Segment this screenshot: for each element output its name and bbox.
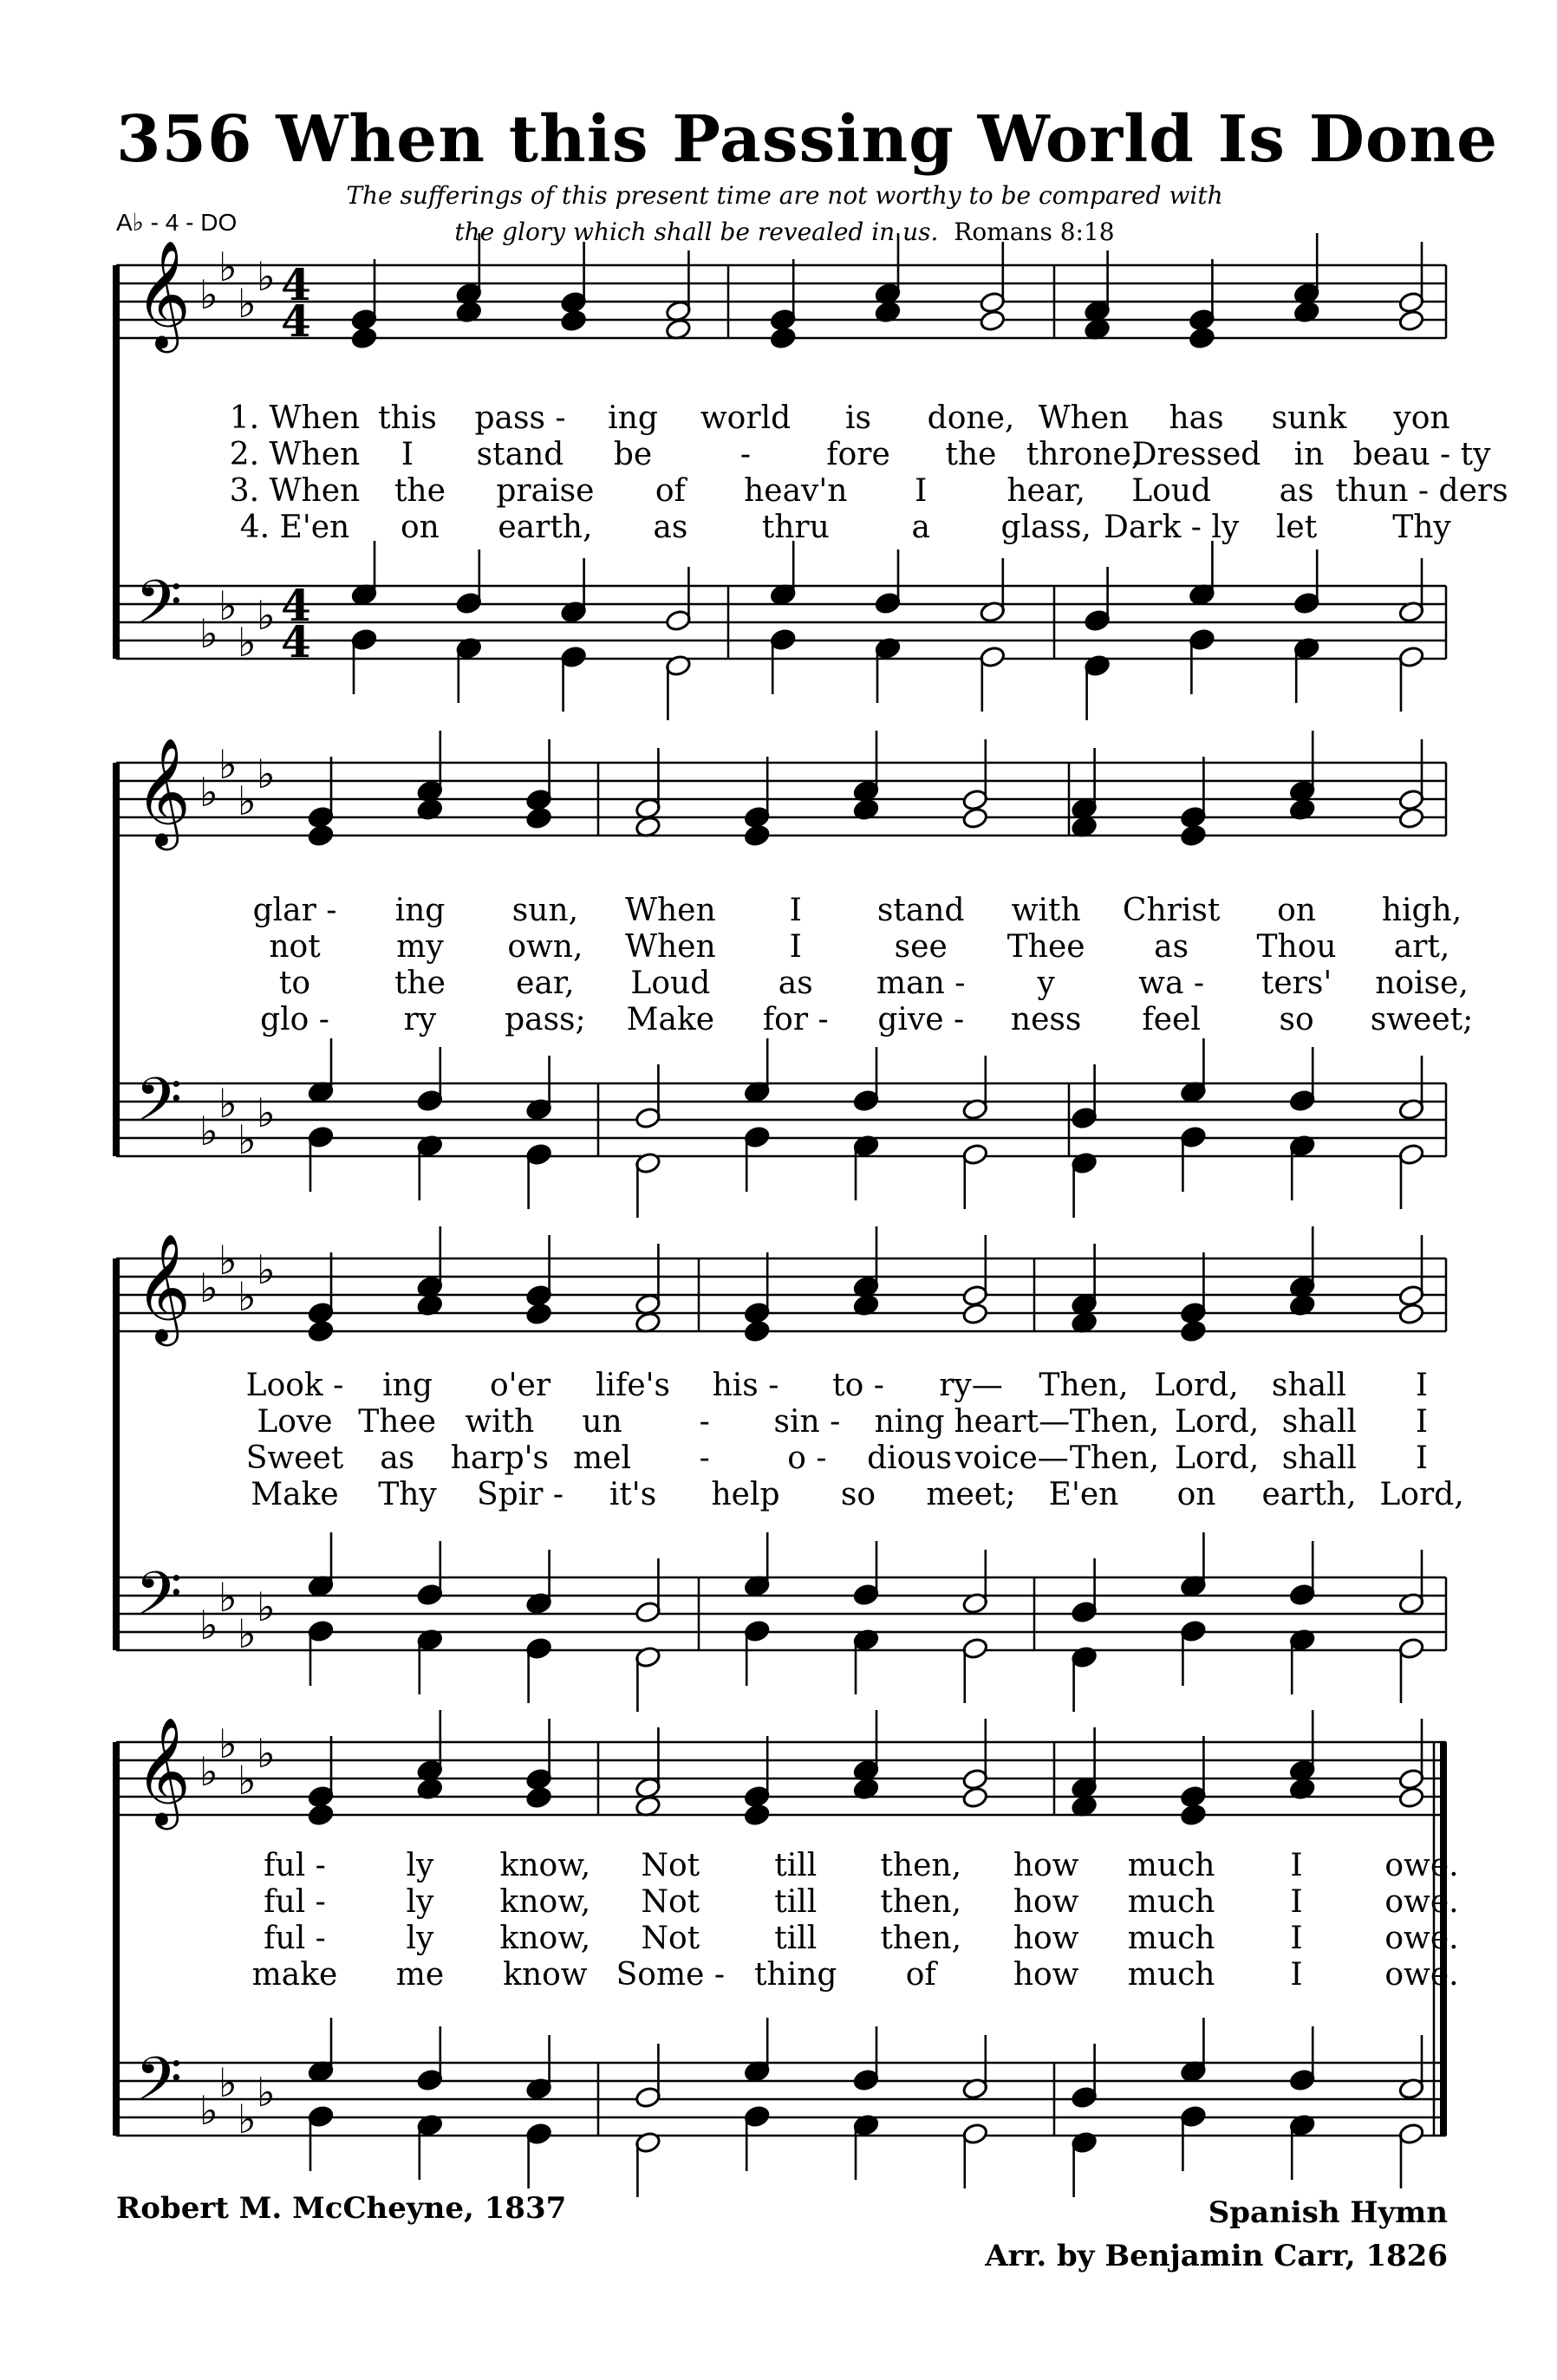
lyric-syllable: owe. bbox=[1384, 1884, 1459, 1920]
lyric-syllable: then, bbox=[880, 1921, 962, 1956]
lyric-syllable: harp's bbox=[450, 1440, 549, 1476]
lyric-syllable: Thou bbox=[1256, 929, 1337, 965]
lyric-syllable: Not bbox=[641, 1848, 700, 1883]
lyric-syllable: make bbox=[251, 1957, 338, 1993]
lyric-syllable: much bbox=[1127, 1884, 1215, 1920]
flat-sign-icon: ♭ bbox=[199, 1265, 218, 1311]
flat-sign-icon: ♭ bbox=[238, 619, 257, 666]
lyric-syllable: sin - bbox=[773, 1404, 841, 1440]
lyric-syllable: how bbox=[1013, 1957, 1079, 1993]
lyric-syllable: o - bbox=[787, 1440, 827, 1476]
lyric-syllable: glass, bbox=[1000, 510, 1091, 545]
lyric-syllable: heart— bbox=[954, 1404, 1071, 1440]
lyric-syllable: shall bbox=[1281, 1440, 1357, 1476]
lyric-syllable: Dark - ly bbox=[1103, 510, 1240, 545]
lyric-syllable: much bbox=[1127, 1921, 1215, 1956]
time-signature: 4 bbox=[281, 259, 311, 310]
lyric-syllable: high, bbox=[1381, 893, 1463, 928]
lyric-syllable: life's bbox=[595, 1368, 671, 1403]
lyric-syllable: much bbox=[1127, 1848, 1215, 1883]
lyric-syllable: the bbox=[945, 437, 997, 472]
lyric-syllable: see bbox=[894, 929, 948, 965]
lyric-line bbox=[0, 966, 1557, 1002]
lyric-syllable: to bbox=[278, 966, 311, 1001]
lyric-syllable: heav'n bbox=[744, 473, 848, 509]
lyric-syllable: I bbox=[1290, 1957, 1303, 1993]
lyric-syllable: 1. When bbox=[229, 400, 361, 436]
lyric-syllable: owe. bbox=[1384, 1848, 1459, 1883]
words-credit: Robert M. McCheyne, 1837 bbox=[116, 2191, 567, 2226]
time-signature: 4 bbox=[281, 616, 311, 667]
lyric-syllable: with bbox=[465, 1404, 535, 1440]
lyric-syllable: thru bbox=[761, 510, 830, 545]
lyric-syllable: earth, bbox=[498, 510, 593, 545]
bass-clef-icon: 𝄢 bbox=[135, 1558, 183, 1643]
lyric-syllable: When bbox=[1038, 400, 1130, 436]
lyric-syllable: how bbox=[1013, 1848, 1079, 1883]
lyric-syllable: ing bbox=[608, 400, 658, 436]
lyric-syllable: shall bbox=[1281, 1404, 1357, 1440]
lyric-line bbox=[0, 1477, 1557, 1513]
lyric-syllable: not bbox=[269, 929, 321, 965]
treble-clef-icon: 𝄞 bbox=[135, 1717, 191, 1825]
lyric-syllable: know bbox=[503, 1957, 588, 1993]
flat-sign-icon: ♭ bbox=[238, 1116, 257, 1163]
lyric-syllable: world bbox=[700, 400, 792, 436]
lyric-syllable: Dressed bbox=[1131, 437, 1261, 472]
lyric-line bbox=[0, 1921, 1557, 1957]
lyric-syllable: how bbox=[1013, 1921, 1079, 1956]
lyric-syllable: When bbox=[624, 929, 716, 965]
lyric-syllable: I bbox=[789, 929, 802, 965]
lyric-syllable: own, bbox=[507, 929, 583, 965]
lyric-syllable: know, bbox=[499, 1884, 591, 1920]
lyric-syllable: Thee bbox=[1007, 929, 1085, 965]
lyric-syllable: shall bbox=[1271, 1368, 1347, 1403]
lyric-syllable: E'en bbox=[1048, 1477, 1119, 1512]
lyric-syllable: till bbox=[774, 1848, 818, 1883]
lyric-syllable: fore bbox=[826, 437, 890, 472]
lyric-syllable: - bbox=[739, 437, 752, 472]
lyric-syllable: I bbox=[915, 473, 928, 509]
lyric-syllable: till bbox=[774, 1921, 818, 1956]
key-info: A♭ - 4 - DO bbox=[116, 209, 238, 236]
lyric-syllable: Not bbox=[641, 1921, 700, 1956]
flat-sign-icon: ♭ bbox=[199, 1108, 218, 1154]
lyric-line bbox=[0, 1368, 1557, 1404]
lyric-syllable: art, bbox=[1393, 929, 1450, 965]
scripture-reference: Romans 8:18 bbox=[954, 218, 1115, 246]
lyric-syllable: Then, bbox=[1039, 1368, 1129, 1403]
lyric-syllable: Lord, bbox=[1154, 1368, 1239, 1403]
lyric-syllable: Make bbox=[626, 1002, 715, 1037]
lyric-syllable: Lord, bbox=[1174, 1404, 1260, 1440]
flat-sign-icon: ♭ bbox=[199, 271, 218, 318]
lyric-syllable: ters' bbox=[1261, 966, 1332, 1001]
lyric-syllable: in bbox=[1293, 437, 1325, 472]
lyric-syllable: with bbox=[1011, 893, 1081, 928]
lyric-syllable: his - bbox=[712, 1368, 779, 1403]
flat-sign-icon: ♭ bbox=[218, 582, 238, 629]
flat-sign-icon: ♭ bbox=[257, 1583, 276, 1630]
lyric-syllable: Not bbox=[641, 1884, 700, 1920]
lyric-syllable: pass - bbox=[474, 400, 566, 436]
lyric-syllable: give - bbox=[877, 1002, 965, 1037]
lyric-syllable: on bbox=[401, 510, 440, 545]
lyric-syllable: man - bbox=[876, 966, 966, 1001]
lyric-syllable: 4. E'en bbox=[239, 510, 350, 545]
lyric-syllable: thun - ders bbox=[1335, 473, 1508, 509]
lyric-syllable: know, bbox=[499, 1921, 591, 1956]
lyric-syllable: the bbox=[394, 473, 446, 509]
hymn-title-text: When this Passing World Is Done bbox=[276, 102, 1499, 177]
flat-sign-icon: ♭ bbox=[218, 1237, 238, 1284]
lyric-syllable: as bbox=[653, 510, 688, 545]
lyric-syllable: Love bbox=[257, 1404, 333, 1440]
lyric-syllable: wa - bbox=[1138, 966, 1205, 1001]
lyric-syllable: thing bbox=[754, 1957, 837, 1993]
lyric-syllable: ing bbox=[394, 893, 446, 928]
lyric-syllable: Thy bbox=[378, 1477, 437, 1512]
lyric-syllable: I bbox=[1415, 1404, 1429, 1440]
lyric-syllable: ful - bbox=[264, 1921, 326, 1956]
lyric-syllable: so bbox=[840, 1477, 876, 1512]
lyric-syllable: be bbox=[613, 437, 653, 472]
flat-sign-icon: ♭ bbox=[238, 1273, 257, 1320]
lyric-syllable: ry— bbox=[939, 1368, 1003, 1403]
lyric-syllable: a bbox=[911, 510, 930, 545]
flat-sign-icon: ♭ bbox=[199, 2087, 218, 2134]
lyric-syllable: I bbox=[1415, 1368, 1429, 1403]
flat-sign-icon: ♭ bbox=[238, 2096, 257, 2143]
lyric-syllable: un bbox=[582, 1404, 622, 1440]
flat-sign-icon: ♭ bbox=[257, 1089, 276, 1136]
flat-sign-icon: ♭ bbox=[218, 244, 238, 290]
lyric-syllable: meet; bbox=[926, 1477, 1016, 1512]
lyric-line bbox=[0, 1848, 1557, 1884]
flat-sign-icon: ♭ bbox=[238, 1757, 257, 1804]
treble-clef-icon: 𝄞 bbox=[135, 240, 191, 348]
flat-sign-icon: ♭ bbox=[199, 610, 218, 657]
lyric-syllable: Thy bbox=[1392, 510, 1451, 545]
lyric-syllable: as bbox=[380, 1440, 415, 1476]
treble-clef-icon: 𝄞 bbox=[135, 738, 191, 846]
flat-sign-icon: ♭ bbox=[199, 1748, 218, 1795]
lyric-syllable: 2. When bbox=[229, 437, 361, 472]
lyric-syllable: ful - bbox=[264, 1884, 326, 1920]
epigraph-line-1: The sufferings of this present time are not worthy to be compared with bbox=[346, 181, 1223, 210]
bass-clef-icon: 𝄢 bbox=[135, 1064, 183, 1149]
time-signature: 4 bbox=[281, 580, 311, 631]
lyric-syllable: I bbox=[1415, 1440, 1429, 1476]
lyric-syllable: how bbox=[1013, 1884, 1079, 1920]
lyric-syllable: Thee bbox=[358, 1404, 437, 1440]
flat-sign-icon: ♭ bbox=[199, 769, 218, 816]
lyric-syllable: Then, bbox=[1069, 1404, 1160, 1440]
lyric-syllable: ing bbox=[382, 1368, 433, 1403]
lyric-syllable: ful - bbox=[264, 1848, 326, 1883]
tune-name: Spanish Hymn bbox=[1208, 2195, 1448, 2230]
lyric-syllable: Christ bbox=[1122, 893, 1221, 928]
lyric-syllable: stand bbox=[476, 437, 564, 472]
lyric-syllable: I bbox=[1290, 1884, 1303, 1920]
bass-clef-icon: 𝄢 bbox=[135, 2044, 183, 2129]
lyric-syllable: yon bbox=[1393, 400, 1450, 436]
lyric-syllable: throne, bbox=[1026, 437, 1142, 472]
lyric-syllable: beau - ty bbox=[1352, 437, 1491, 472]
lyric-syllable: for - bbox=[762, 1002, 829, 1037]
lyric-syllable: - bbox=[699, 1404, 710, 1440]
lyric-syllable: ly bbox=[406, 1921, 434, 1956]
flat-sign-icon: ♭ bbox=[257, 253, 276, 300]
lyric-syllable: stand bbox=[876, 893, 965, 928]
flat-sign-icon: ♭ bbox=[238, 777, 257, 824]
lyric-syllable: my bbox=[396, 929, 444, 965]
lyric-line bbox=[0, 1404, 1557, 1440]
epigraph-line-2: the glory which shall be revealed in us. bbox=[454, 218, 939, 246]
lyric-syllable: hear, bbox=[1007, 473, 1085, 509]
lyric-syllable: ning bbox=[874, 1404, 945, 1440]
lyric-syllable: dious bbox=[867, 1440, 953, 1476]
lyric-syllable: then, bbox=[880, 1848, 962, 1883]
lyric-syllable: Look - bbox=[245, 1368, 344, 1403]
lyric-syllable: as bbox=[1154, 929, 1189, 965]
lyric-line bbox=[0, 400, 1557, 437]
lyric-line bbox=[0, 510, 1557, 546]
lyric-syllable: me bbox=[395, 1957, 445, 1993]
lyric-syllable: Loud bbox=[630, 966, 711, 1001]
lyric-syllable: Loud bbox=[1131, 473, 1212, 509]
lyric-syllable: sunk bbox=[1271, 400, 1347, 436]
lyric-syllable: - bbox=[699, 1440, 710, 1476]
treble-clef-icon: 𝄞 bbox=[135, 1233, 191, 1342]
lyric-syllable: 3. When bbox=[229, 473, 361, 509]
lyric-syllable: Some - bbox=[616, 1957, 726, 1993]
lyric-syllable: has bbox=[1169, 400, 1224, 436]
lyric-syllable: so bbox=[1279, 1002, 1314, 1037]
flat-sign-icon: ♭ bbox=[218, 1080, 238, 1127]
flat-sign-icon: ♭ bbox=[199, 1602, 218, 1648]
lyric-syllable: voice— bbox=[954, 1440, 1069, 1476]
lyric-syllable: of bbox=[655, 473, 686, 509]
lyric-line bbox=[0, 437, 1557, 473]
lyric-syllable: know, bbox=[499, 1848, 591, 1883]
flat-sign-icon: ♭ bbox=[218, 2059, 238, 2106]
lyric-syllable: Spir - bbox=[476, 1477, 564, 1512]
lyric-syllable: is bbox=[845, 400, 871, 436]
flat-sign-icon: ♭ bbox=[238, 280, 257, 327]
music-credit bbox=[985, 2191, 1448, 2278]
lyric-syllable: glar - bbox=[252, 893, 337, 928]
lyric-syllable: the bbox=[394, 966, 446, 1001]
lyric-syllable: much bbox=[1127, 1957, 1215, 1993]
lyric-syllable: it's bbox=[609, 1477, 657, 1512]
lyric-syllable: on bbox=[1277, 893, 1316, 928]
lyric-syllable: sun, bbox=[511, 893, 579, 928]
lyric-syllable: y bbox=[1037, 966, 1055, 1001]
time-signature: 4 bbox=[281, 296, 311, 347]
lyric-syllable: I bbox=[789, 893, 802, 928]
lyric-syllable: ry bbox=[403, 1002, 437, 1037]
lyric-syllable: ness bbox=[1010, 1002, 1082, 1037]
lyric-syllable: I bbox=[401, 437, 414, 472]
lyric-syllable: Make bbox=[251, 1477, 339, 1512]
lyric-line bbox=[0, 1957, 1557, 1993]
lyric-syllable: owe. bbox=[1384, 1957, 1459, 1993]
flat-sign-icon: ♭ bbox=[218, 741, 238, 788]
flat-sign-icon: ♭ bbox=[257, 592, 276, 639]
lyric-syllable: sweet; bbox=[1370, 1002, 1474, 1037]
arranger: Arr. by Benjamin Carr, 1826 bbox=[985, 2239, 1448, 2273]
lyric-syllable: Sweet bbox=[245, 1440, 344, 1476]
flat-sign-icon: ♭ bbox=[218, 1720, 238, 1767]
lyric-syllable: then, bbox=[880, 1884, 962, 1920]
lyric-syllable: let bbox=[1275, 510, 1318, 545]
lyric-syllable: ear, bbox=[516, 966, 575, 1001]
flat-sign-icon: ♭ bbox=[257, 751, 276, 797]
flat-sign-icon: ♭ bbox=[218, 1574, 238, 1621]
lyric-syllable: as bbox=[778, 966, 813, 1001]
lyric-line bbox=[0, 1884, 1557, 1921]
lyric-syllable: pass; bbox=[505, 1002, 586, 1037]
lyric-syllable: Lord, bbox=[1379, 1477, 1464, 1512]
lyric-syllable: ly bbox=[406, 1884, 434, 1920]
lyric-syllable: noise, bbox=[1375, 966, 1469, 1001]
lyric-line bbox=[0, 473, 1557, 510]
lyric-syllable: till bbox=[774, 1884, 818, 1920]
lyric-line bbox=[0, 1002, 1557, 1038]
lyric-syllable: of bbox=[905, 1957, 936, 1993]
lyric-syllable: this bbox=[378, 400, 437, 436]
lyric-syllable: Lord, bbox=[1174, 1440, 1260, 1476]
lyric-syllable: owe. bbox=[1384, 1921, 1459, 1956]
lyric-syllable: done, bbox=[927, 400, 1015, 436]
lyric-syllable: mel bbox=[573, 1440, 632, 1476]
lyric-syllable: feel bbox=[1142, 1002, 1201, 1037]
lyric-line bbox=[0, 929, 1557, 966]
bass-clef-icon: 𝄢 bbox=[135, 567, 183, 652]
lyric-syllable: as bbox=[1279, 473, 1314, 509]
lyric-syllable: praise bbox=[496, 473, 595, 509]
lyric-syllable: help bbox=[711, 1477, 780, 1512]
lyric-syllable: Then, bbox=[1069, 1440, 1160, 1476]
lyric-syllable: glo - bbox=[260, 1002, 329, 1037]
flat-sign-icon: ♭ bbox=[238, 1610, 257, 1657]
lyric-syllable: I bbox=[1290, 1848, 1303, 1883]
hymn-number: 356 bbox=[116, 102, 253, 177]
lyric-syllable: o'er bbox=[489, 1368, 551, 1403]
lyric-syllable: to - bbox=[832, 1368, 884, 1403]
lyric-syllable: I bbox=[1290, 1921, 1303, 1956]
lyric-line bbox=[0, 893, 1557, 929]
flat-sign-icon: ♭ bbox=[257, 2069, 276, 2116]
lyric-syllable: on bbox=[1176, 1477, 1216, 1512]
flat-sign-icon: ♭ bbox=[257, 1246, 276, 1293]
lyric-syllable: earth, bbox=[1261, 1477, 1357, 1512]
lyric-syllable: When bbox=[624, 893, 716, 928]
flat-sign-icon: ♭ bbox=[257, 1730, 276, 1777]
lyric-syllable: ly bbox=[406, 1848, 434, 1883]
lyric-line bbox=[0, 1440, 1557, 1477]
